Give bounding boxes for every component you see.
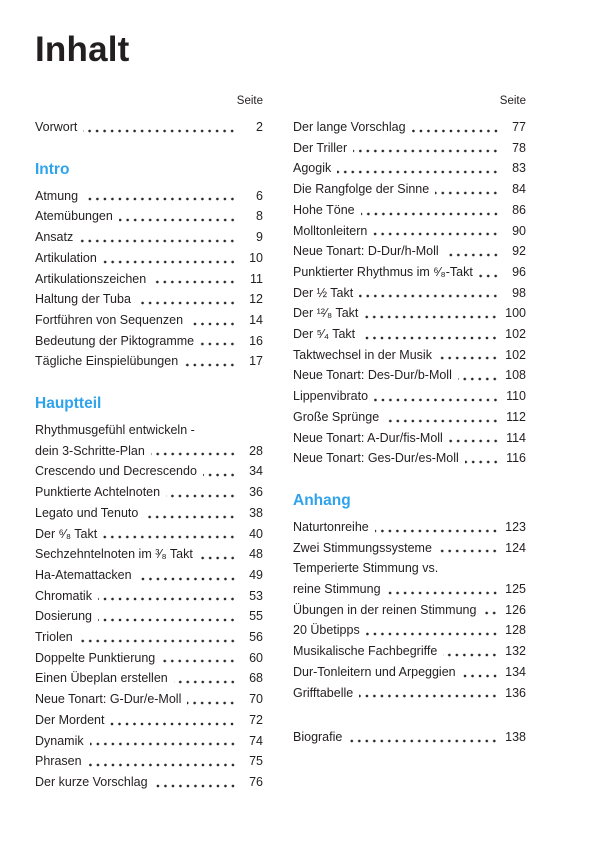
toc-entry-page: 9 bbox=[256, 230, 263, 245]
dot-leader bbox=[482, 611, 500, 615]
toc-entry-label: Doppelte Punktierung bbox=[35, 650, 156, 665]
toc-entry-label: Naturtonreihe bbox=[293, 519, 369, 534]
toc-entry bbox=[35, 310, 263, 331]
toc-entry bbox=[35, 565, 263, 586]
toc-entry bbox=[293, 345, 526, 366]
dot-leader bbox=[359, 694, 500, 698]
toc-entry-page: 6 bbox=[256, 188, 263, 203]
toc-entry bbox=[293, 117, 526, 138]
toc-entry-page: 96 bbox=[512, 264, 526, 279]
toc-entry-page: 136 bbox=[505, 685, 526, 700]
toc-entry-label: Legato und Tenuto bbox=[35, 505, 139, 520]
toc-entry bbox=[35, 289, 263, 310]
toc-entry-label: Dynamik bbox=[35, 733, 84, 748]
toc-entry-page: 60 bbox=[249, 650, 263, 665]
toc-entry-page: 125 bbox=[505, 582, 526, 597]
dot-leader bbox=[449, 439, 501, 443]
section-title: Hauptteil bbox=[35, 395, 102, 413]
toc-entry-page: 112 bbox=[506, 409, 526, 424]
toc-entry-label: Musikalische Fachbegriffe bbox=[293, 644, 438, 659]
dot-leader bbox=[438, 549, 500, 553]
toc-entry-label: Große Sprünge bbox=[293, 409, 380, 424]
toc-entry-label: Punktierter Rhythmus im ⁶⁄₈-Takt bbox=[293, 264, 473, 279]
toc-entry bbox=[35, 351, 263, 372]
dot-leader bbox=[184, 363, 238, 367]
dot-leader bbox=[443, 653, 500, 657]
dot-leader bbox=[189, 322, 238, 326]
toc-entry-page: 134 bbox=[505, 664, 526, 679]
dot-leader bbox=[462, 674, 501, 678]
dot-leader bbox=[387, 591, 501, 595]
toc-entry bbox=[293, 200, 526, 221]
toc-entry-page: 8 bbox=[256, 209, 263, 224]
toc-entry bbox=[35, 627, 263, 648]
toc-entry bbox=[35, 331, 263, 352]
dot-leader bbox=[84, 197, 238, 201]
toc-entry-page: 123 bbox=[505, 519, 526, 534]
toc-entry bbox=[35, 441, 263, 462]
dot-leader bbox=[412, 129, 501, 133]
toc-entry-page: 102 bbox=[505, 327, 526, 342]
toc-entry-label: Triolen bbox=[35, 630, 73, 645]
toc-entry-page: 78 bbox=[512, 140, 526, 155]
dot-leader bbox=[435, 191, 501, 195]
dot-leader bbox=[98, 597, 238, 601]
toc-entry-label: Fortführen von Sequenzen bbox=[35, 312, 184, 327]
toc-section bbox=[293, 492, 526, 703]
toc-entry-label: Crescendo und Decrescendo bbox=[35, 464, 197, 479]
toc-entry bbox=[293, 538, 526, 559]
toc-entry-page: 116 bbox=[506, 451, 526, 466]
dot-leader bbox=[79, 639, 238, 643]
toc-entry bbox=[293, 221, 526, 242]
toc-entry-page: 68 bbox=[249, 671, 263, 686]
seite-column-header: Seite bbox=[499, 95, 526, 107]
toc-entry-page: 56 bbox=[249, 630, 263, 645]
dot-leader bbox=[348, 739, 500, 743]
toc-entry bbox=[293, 517, 526, 538]
dot-leader bbox=[385, 419, 501, 423]
toc-entry bbox=[35, 606, 263, 627]
toc-entry-page: 38 bbox=[249, 505, 263, 520]
toc-entry bbox=[35, 648, 263, 669]
toc-entry bbox=[293, 324, 526, 345]
toc-entry bbox=[293, 727, 526, 748]
toc-entry bbox=[293, 662, 526, 683]
toc-entry-label: Zwei Stimmungssysteme bbox=[293, 540, 432, 555]
toc-entry bbox=[293, 407, 526, 428]
dot-leader bbox=[144, 515, 238, 519]
toc-entry bbox=[293, 262, 526, 283]
dot-leader bbox=[353, 149, 501, 153]
dot-leader bbox=[359, 294, 501, 298]
toc-entry-page: 83 bbox=[512, 161, 526, 176]
toc-entry-label: Die Rangfolge der Sinne bbox=[293, 182, 430, 197]
toc-entry bbox=[293, 303, 526, 324]
dot-leader bbox=[174, 680, 238, 684]
toc-entry-label: Biografie bbox=[293, 730, 343, 745]
dot-leader bbox=[187, 701, 238, 705]
dot-leader bbox=[203, 473, 238, 477]
toc-entry-page: 48 bbox=[249, 547, 263, 562]
toc-entry bbox=[293, 283, 526, 304]
toc-entry-label: Chromatik bbox=[35, 588, 92, 603]
toc-entry bbox=[293, 620, 526, 641]
dot-leader bbox=[337, 170, 501, 174]
dot-leader bbox=[366, 632, 500, 636]
toc-entry-label-line1: Temperierte Stimmung vs. bbox=[293, 561, 439, 576]
dot-leader bbox=[200, 342, 238, 346]
toc-entry-page: 138 bbox=[505, 730, 526, 745]
dot-leader bbox=[151, 452, 238, 456]
dot-leader bbox=[154, 784, 238, 788]
toc-entry-label: Lippenvibrato bbox=[293, 389, 369, 404]
toc-entry-group bbox=[293, 727, 526, 748]
toc-entry bbox=[35, 117, 263, 138]
dot-leader bbox=[479, 274, 501, 278]
dot-leader bbox=[438, 356, 500, 360]
toc-entry-label: Der lange Vorschlag bbox=[293, 120, 406, 134]
toc-entry-page: 53 bbox=[249, 588, 263, 603]
dot-leader bbox=[88, 763, 238, 767]
toc-entry-label: Neue Tonart: A-Dur/fis-Moll bbox=[293, 430, 443, 445]
toc-entry-label: reine Stimmung bbox=[293, 582, 381, 597]
toc-entry bbox=[293, 138, 526, 159]
toc-entry-label: Neue Tonart: Des-Dur/b-Moll bbox=[293, 368, 452, 383]
seite-column-header: Seite bbox=[236, 95, 263, 107]
toc-entry-page: 90 bbox=[512, 223, 526, 238]
toc-entry-page: 28 bbox=[249, 443, 263, 458]
dot-leader bbox=[445, 253, 501, 257]
toc-entry-label: Haltung der Tuba bbox=[35, 292, 131, 307]
dot-leader bbox=[375, 529, 500, 533]
toc-entry-page: 16 bbox=[249, 333, 263, 348]
toc-entry bbox=[35, 731, 263, 752]
toc-entry-label: Übungen in der reinen Stimmung bbox=[293, 602, 477, 617]
toc-entry bbox=[35, 524, 263, 545]
toc-entry bbox=[293, 241, 526, 262]
toc-entry-page: 108 bbox=[505, 368, 526, 383]
toc-entry-page: 40 bbox=[249, 526, 263, 541]
dot-leader bbox=[374, 398, 501, 402]
toc-entry bbox=[35, 482, 263, 503]
page-title: Inhalt bbox=[35, 30, 130, 69]
toc-entry-page: 74 bbox=[249, 733, 263, 748]
toc-entry bbox=[35, 710, 263, 731]
toc-entry-label: Ansatz bbox=[35, 230, 74, 245]
dot-leader bbox=[364, 315, 500, 319]
toc-entry-label: Bedeutung der Piktogramme bbox=[35, 333, 195, 348]
toc-entry-page: 11 bbox=[250, 271, 263, 286]
toc-entry bbox=[293, 600, 526, 621]
dot-leader bbox=[137, 301, 238, 305]
toc-entry-page: 132 bbox=[505, 644, 526, 659]
toc-entry bbox=[35, 248, 263, 269]
dot-leader bbox=[83, 129, 238, 133]
toc-entry bbox=[293, 428, 526, 449]
toc-entry-label: Der ¹²⁄₈ Takt bbox=[293, 306, 359, 321]
toc-entry-label: Grifftabelle bbox=[293, 685, 354, 700]
dot-leader bbox=[119, 218, 238, 222]
toc-entry-label: Artikulation bbox=[35, 250, 97, 265]
section-title: Intro bbox=[35, 160, 70, 178]
toc-entry-page: 72 bbox=[249, 712, 263, 727]
toc-entry bbox=[35, 503, 263, 524]
toc-entry-label: dein 3-Schritte-Plan bbox=[35, 443, 145, 458]
toc-entry-page: 55 bbox=[249, 609, 263, 624]
dot-leader bbox=[98, 618, 238, 622]
toc-entry bbox=[35, 186, 263, 207]
toc-entry-label: Dur-Tonleitern und Arpeggien bbox=[293, 664, 456, 679]
toc-entry-page: 98 bbox=[512, 285, 526, 300]
toc-entry-page: 12 bbox=[249, 292, 263, 307]
toc-entry-label: Vorwort bbox=[35, 120, 78, 134]
toc-entry-label: Der Mordent bbox=[35, 712, 105, 727]
toc-entry-page: 49 bbox=[249, 567, 263, 582]
toc-entry-label: Atmung bbox=[35, 188, 79, 203]
dot-leader bbox=[103, 535, 238, 539]
toc-entry-label: Hohe Töne bbox=[293, 202, 355, 217]
toc-entry bbox=[35, 206, 263, 227]
toc-entry bbox=[35, 269, 263, 290]
toc-entry-label: Der ⁵⁄₄ Takt bbox=[293, 327, 356, 342]
toc-entry-group bbox=[35, 117, 263, 138]
toc-entry-label: Agogik bbox=[293, 161, 332, 176]
toc-entry-page: 126 bbox=[505, 602, 526, 617]
toc-entry-label: Punktierte Achtelnoten bbox=[35, 485, 161, 500]
toc-entry-label: Neue Tonart: D-Dur/h-Moll bbox=[293, 244, 439, 259]
dot-leader bbox=[465, 460, 501, 464]
toc-entry-page: 17 bbox=[249, 354, 263, 369]
dot-leader bbox=[361, 336, 500, 340]
toc-entry-page: 76 bbox=[249, 774, 263, 789]
toc-entry bbox=[35, 689, 263, 710]
toc-entry bbox=[35, 544, 263, 565]
toc-entry-label: 20 Übetipps bbox=[293, 623, 360, 638]
toc-entry bbox=[293, 365, 526, 386]
toc-entry-label: Einen Übeplan erstellen bbox=[35, 671, 168, 686]
toc-entry-page: 92 bbox=[512, 244, 526, 259]
toc-entry-page: 84 bbox=[512, 182, 526, 197]
dot-leader bbox=[199, 556, 238, 560]
toc-entry bbox=[293, 641, 526, 662]
toc-entry-label: Der ⁶⁄₈ Takt bbox=[35, 526, 98, 541]
dot-leader bbox=[110, 722, 238, 726]
toc-entry-page: 114 bbox=[506, 430, 526, 445]
dot-leader bbox=[103, 260, 238, 264]
toc-entry-label: Ha-Atemattacken bbox=[35, 567, 132, 582]
toc-entry bbox=[293, 683, 526, 704]
toc-entry-label: Artikulationszeichen bbox=[35, 271, 147, 286]
toc-entry-page: 124 bbox=[505, 540, 526, 555]
toc-section bbox=[35, 161, 263, 372]
toc-entry-label-line1: Rhythmusgefühl entwickeln - bbox=[35, 423, 195, 438]
toc-entry-label: Molltonleitern bbox=[293, 223, 368, 238]
toc-column-right bbox=[293, 95, 526, 748]
toc-entry-label: Sechzehntelnoten im ³⁄₈ Takt bbox=[35, 547, 193, 562]
toc-entry bbox=[35, 586, 263, 607]
toc-entry-page: 128 bbox=[505, 623, 526, 638]
dot-leader bbox=[458, 377, 500, 381]
toc-entry bbox=[35, 227, 263, 248]
dot-leader bbox=[79, 239, 238, 243]
toc-entry-page: 77 bbox=[512, 120, 526, 134]
dot-leader bbox=[361, 212, 501, 216]
toc-entry-page: 36 bbox=[249, 485, 263, 500]
dot-leader bbox=[152, 280, 238, 284]
toc-entry-label: Neue Tonart: G-Dur/e-Moll bbox=[35, 692, 182, 707]
dot-leader bbox=[161, 659, 238, 663]
toc-entry-page: 10 bbox=[249, 250, 263, 265]
toc-entry-page: 2 bbox=[256, 120, 263, 134]
toc-entry bbox=[293, 158, 526, 179]
toc-entry-label: Phrasen bbox=[35, 754, 82, 769]
toc-entry-label: Der Triller bbox=[293, 140, 348, 155]
toc-entry-page: 110 bbox=[506, 389, 526, 404]
toc-entry-group bbox=[293, 117, 526, 469]
toc-entry-label: Der kurze Vorschlag bbox=[35, 774, 148, 789]
dot-leader bbox=[90, 742, 238, 746]
toc-entry-label: Neue Tonart: Ges-Dur/es-Moll bbox=[293, 451, 459, 466]
toc-entry-label: Dosierung bbox=[35, 609, 92, 624]
toc-entry bbox=[293, 448, 526, 469]
toc-column-left bbox=[35, 95, 263, 793]
toc-entry-page: 86 bbox=[512, 202, 526, 217]
toc-entry bbox=[35, 751, 263, 772]
toc-entry bbox=[35, 668, 263, 689]
toc-entry-label: Der ½ Takt bbox=[293, 285, 354, 300]
dot-leader bbox=[138, 577, 238, 581]
toc-entry-page: 102 bbox=[505, 347, 526, 362]
dot-leader bbox=[166, 494, 238, 498]
dot-leader bbox=[373, 232, 501, 236]
toc-entry-page: 100 bbox=[505, 306, 526, 321]
toc-entry-page: 34 bbox=[249, 464, 263, 479]
section-title: Anhang bbox=[293, 491, 351, 509]
toc-entry bbox=[293, 179, 526, 200]
toc-entry bbox=[35, 461, 263, 482]
toc-section bbox=[35, 395, 263, 793]
toc-entry-page: 14 bbox=[249, 312, 263, 327]
toc-entry bbox=[35, 772, 263, 793]
toc-entry-label: Taktwechsel in der Musik bbox=[293, 347, 432, 362]
toc-entry bbox=[293, 386, 526, 407]
toc-entry-label: Tägliche Einspielübungen bbox=[35, 354, 179, 369]
toc-entry-page: 75 bbox=[249, 754, 263, 769]
toc-entry-label: Atemübungen bbox=[35, 209, 113, 224]
toc-entry-page: 70 bbox=[249, 692, 263, 707]
toc-entry bbox=[293, 579, 526, 600]
